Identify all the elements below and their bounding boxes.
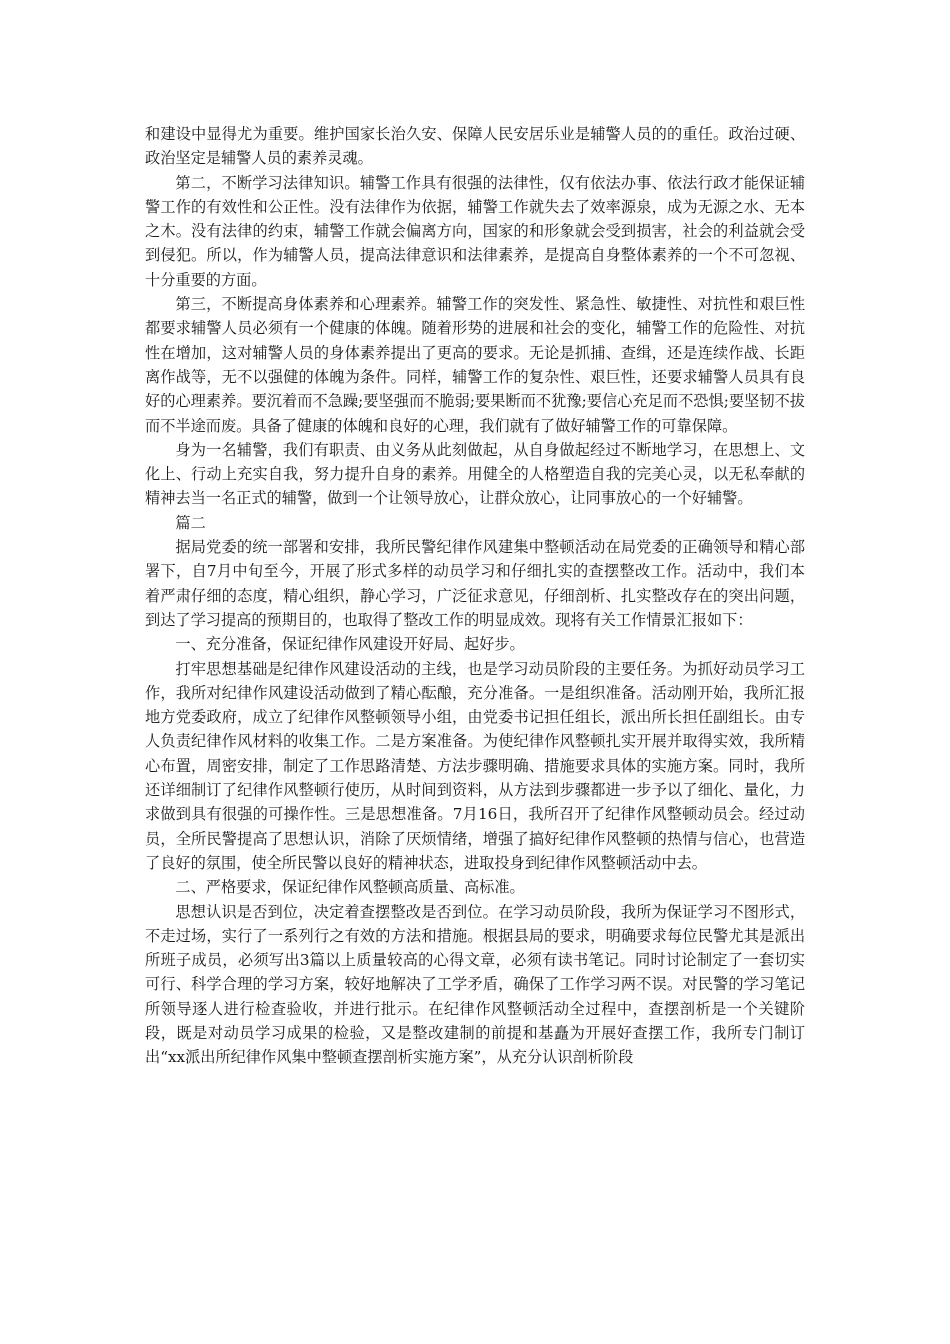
- paragraph-section-1-body: 打牢思想基础是纪律作风建设活动的主线，也是学习动员阶段的主要任务。为抓好动员学习工作，我所对纪律作风建设活动做到了精心酝酿，充分准备。一是组织准备。活动刚开始，我所汇报地方党委政府，成立了纪律作风整顿领导小组，由党委书记担任组长，派出所长担任副组长。由专人负责纪律作风材料的收集工作。二是方案准备。为使纪律作风整顿扎实开展并取得实效，我所精心布置，周密安排，制定了工作思路清楚、方法步骤明确、措施要求具体的实施方案。同时，我所还详细制订了纪律作风整顿行使历，从时间到资料，从方法到步骤都进一步予以了细化、量化，力求做到具有很强的可操作性。三是思想准备。7月16日，我所召开了纪律作风整顿动员会。经过动员，全所民警提高了思想认识，消除了厌烦情绪，增强了搞好纪律作风整顿的热情与信心，也营造了良好的氛围，使全所民警以良好的精神状态，进取投身到纪律作风整顿活动中去。: [145, 659, 805, 872]
- paragraph-section-2-body: 思想认识是否到位，决定着查摆整改是否到位。在学习动员阶段，我所为保证学习不图形式，不走过场，实行了一系列行之有效的方法和措施。根据县局的要求，明确要求每位民警尤其是派出所班子成员，必须写出3篇以上质量较高的心得文章，必须有读书笔记。同时讨论制定了一套切实可行、科学合理的学习方案，较好地解决了工学矛盾，确保了工作学习两不误。对民警的学习笔记所领导逐人进行检查验收，并进行批示。在纪律作风整顿活动全过程中，查摆剖析是一个关键阶段，既是对动员学习成果的检验，又是整改建制的前提和基矗为开展好查摆工作，我所专门制订出“xx派出所纪律作风集中整顿查摆剖析实施方案”，从充分认识剖析阶段: [145, 902, 805, 1067]
- paragraph-conclusion: 身为一名辅警，我们有职责、由义务从此刻做起，从自身做起经过不断地学习，在思想上、文化上、行动上充实自我，努力提升自身的素养。用健全的人格塑造自我的完美心灵，以无私奉献的精神去当一名正式的辅警，做到一个让领导放心，让群众放心，让同事放心的一个好辅警。: [145, 440, 805, 508]
- paragraph-second-law: 第二，不断学习法律知识。辅警工作具有很强的法律性，仅有依法办事、依法行政才能保证辅警工作的有效性和公正性。没有法律作为依据，辅警工作就失去了效率源泉，成为无源之水、无本之木。没有法律的约束，辅警工作就会偏离方向，国家的和形象就会受到损害，社会的利益就会受到侵犯。所以，作为辅警人员，提高法律意识和法律素养，是提高自身整体素养的一个不可忽视、十分重要的方面。: [145, 173, 805, 289]
- section-heading-1: 一、充分准备，保证纪律作风建设开好局、起好步。: [175, 635, 525, 654]
- section-heading-part2: 篇二: [175, 513, 206, 532]
- paragraph-intro: 据局党委的统一部署和安排，我所民警纪律作风建集中整顿活动在局党委的正确领导和精心部署下，自7月中旬至今，开展了形式多样的动员学习和仔细扎实的查摆整改工作。活动中，我们本着严肃仔细的态度，精心组织，静心学习，广泛征求意见，仔细剖析、扎实整改存在的突出问题，到达了学习提高的预期目的，也取得了整改工作的明显成效。现将有关工作情景汇报如下：: [145, 538, 805, 629]
- paragraph-third-fitness: 第三，不断提高身体素养和心理素养。辅警工作的突发性、紧急性、敏捷性、对抗性和艰巨性都要求辅警人员必须有一个健康的体魄。随着形势的进展和社会的变化，辅警工作的危险性、对抗性在增加，这对辅警人员的身体素养提出了更高的要求。无论是抓捕、查缉，还是连续作战、长距离作战等，无不以强健的体魄为条件。同样，辅警工作的复杂性、艰巨性，还要求辅警人员具有良好的心理素养。要沉着而不急躁;要坚强而不脆弱;要果断而不犹豫;要信心充足而不恐惧;要坚韧不拔而不半途而废。具备了健康的体魄和良好的心理，我们就有了做好辅警工作的可靠保障。: [145, 295, 805, 435]
- paragraph-continuation: 和建设中显得尤为重要。维护国家长治久安、保障人民安居乐业是辅警人员的的重任。政治过硬、政治坚定是辅警人员的素养灵魂。: [145, 125, 805, 168]
- section-heading-2: 二、严格要求，保证纪律作风整顿高质量、高标准。: [175, 878, 525, 897]
- document-page: [145, 122, 805, 1070]
